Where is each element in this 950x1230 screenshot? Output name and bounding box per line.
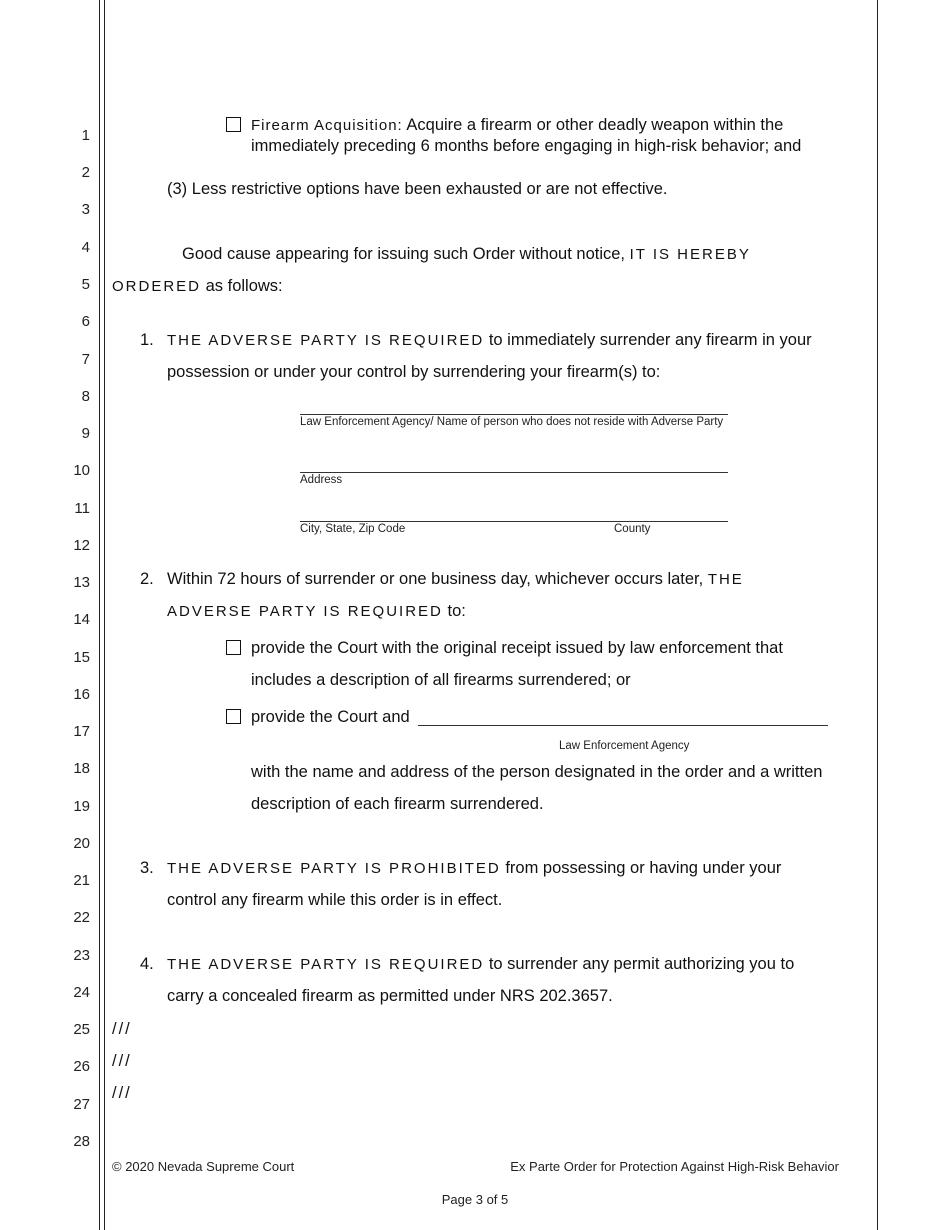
line-number: 28 [73, 1133, 90, 1150]
order-2-line2 [167, 602, 466, 621]
order-3-number: 3. [140, 859, 154, 877]
order-1-number: 1. [140, 331, 154, 349]
item-3-text: Less restrictive options have been exhausted or are not effective. [191, 180, 668, 198]
firearm-acquisition-label: Firearm Acquisition: [251, 117, 403, 134]
line-number: 21 [73, 872, 90, 889]
line-number: 4 [81, 239, 90, 256]
address-field[interactable] [300, 472, 728, 473]
line-number: 16 [73, 686, 90, 703]
order-3-text: from possessing or having under your [505, 859, 782, 877]
order-2-caps-2: ADVERSE PARTY IS REQUIRED [167, 603, 443, 620]
order-1-line1 [167, 331, 812, 350]
line-number: 26 [73, 1058, 90, 1075]
line-number: 11 [74, 500, 90, 517]
order-1-caps: THE ADVERSE PARTY IS REQUIRED [167, 332, 485, 349]
continuation-mark: /// [112, 1052, 132, 1070]
continuation-mark: /// [112, 1020, 132, 1038]
continuation-mark: /// [112, 1084, 132, 1102]
order-2-tail: to: [447, 602, 466, 620]
line-number: 24 [73, 984, 90, 1001]
agency-option-field[interactable] [418, 725, 828, 726]
line-number: 3 [81, 201, 90, 218]
line-number: 1 [81, 127, 90, 144]
left-margin-rule-outer [99, 0, 100, 1230]
footer-form-title: Ex Parte Order for Protection Against High-Risk Behavior [510, 1159, 839, 1174]
receipt-option-checkbox[interactable] [226, 640, 241, 655]
line-number: 2 [81, 164, 90, 181]
city-state-zip-county-field[interactable] [300, 521, 728, 522]
firearm-acquisition-checkbox[interactable] [226, 117, 241, 132]
good-cause-line1 [182, 245, 751, 264]
agency-option-line3: description of each firearm surrendered. [251, 795, 544, 813]
agency-option-checkbox[interactable] [226, 709, 241, 724]
order-4-line1 [167, 955, 794, 974]
order-3-caps: THE ADVERSE PARTY IS PROHIBITED [167, 860, 501, 877]
line-number: 13 [73, 574, 90, 591]
law-enforcement-agency-field[interactable] [300, 414, 728, 415]
line-number: 8 [81, 388, 90, 405]
footer-page-number: Page 3 of 5 [441, 1192, 509, 1207]
receipt-option-line1: provide the Court with the original receipt issued by law enforcement that [251, 639, 783, 657]
footer-copyright: © 2020 Nevada Supreme Court [112, 1159, 295, 1174]
order-4-caps: THE ADVERSE PARTY IS REQUIRED [167, 956, 485, 973]
order-4-number: 4. [140, 955, 154, 973]
county-label: County [614, 523, 651, 535]
good-cause-caps-1: IT IS HEREBY [629, 246, 751, 263]
line-number: 15 [73, 649, 90, 666]
item-3-number: (3) [167, 180, 188, 198]
line-number: 17 [73, 723, 90, 740]
good-cause-caps-2: ORDERED [112, 278, 202, 295]
line-number: 12 [73, 537, 90, 554]
order-4-line2: carry a concealed firearm as permitted under NRS 202.3657. [167, 987, 613, 1005]
line-number: 19 [73, 798, 90, 815]
line-number: 25 [73, 1021, 90, 1038]
firearm-acquisition-line2: immediately preceding 6 months before engaging in high-risk behavior; and [251, 137, 802, 155]
firearm-acquisition-text: Acquire a firearm or other deadly weapon within the [406, 116, 784, 134]
agency-option-field-label: Law Enforcement Agency [559, 740, 690, 752]
receipt-option-line2: includes a description of all firearms surrendered; or [251, 671, 631, 689]
order-2-caps-1: THE [707, 571, 744, 588]
firearm-acquisition-line1 [251, 116, 783, 135]
right-margin-rule [877, 0, 878, 1230]
order-4-text: to surrender any permit authorizing you to [488, 955, 795, 973]
city-state-zip-label: City, State, Zip Code [300, 523, 406, 535]
line-number: 20 [73, 835, 90, 852]
line-number: 23 [73, 947, 90, 964]
line-number: 27 [73, 1096, 90, 1113]
order-2-number: 2. [140, 570, 154, 588]
order-3-line2: control any firearm while this order is in effect. [167, 891, 503, 909]
good-cause-tail: as follows: [205, 277, 283, 295]
address-label: Address [300, 474, 343, 486]
order-2-text: Within 72 hours of surrender or one business day, whichever occurs later, [167, 570, 704, 588]
line-number: 9 [81, 425, 90, 442]
line-number: 14 [73, 611, 90, 628]
line-number: 18 [73, 760, 90, 777]
order-1-text: to immediately surrender any firearm in your [488, 331, 812, 349]
agency-option-text: provide the Court and [251, 708, 410, 726]
order-3-line1 [167, 859, 781, 878]
line-number: 6 [81, 313, 90, 330]
line-number: 22 [73, 909, 90, 926]
good-cause-line2 [112, 277, 283, 296]
law-enforcement-agency-label: Law Enforcement Agency/ Name of person who does not reside with Adverse Party [300, 416, 724, 428]
order-2-line1 [167, 570, 744, 589]
line-number: 10 [73, 462, 90, 479]
line-number: 7 [81, 351, 90, 368]
good-cause-text: Good cause appearing for issuing such Order without notice, [182, 245, 626, 263]
item-3 [167, 180, 668, 199]
agency-option-line2: with the name and address of the person designated in the order and a written [251, 763, 823, 781]
left-margin-rule-inner [104, 0, 105, 1230]
line-number: 5 [81, 276, 90, 293]
order-1-line2: possession or under your control by surrendering your firearm(s) to: [167, 363, 661, 381]
